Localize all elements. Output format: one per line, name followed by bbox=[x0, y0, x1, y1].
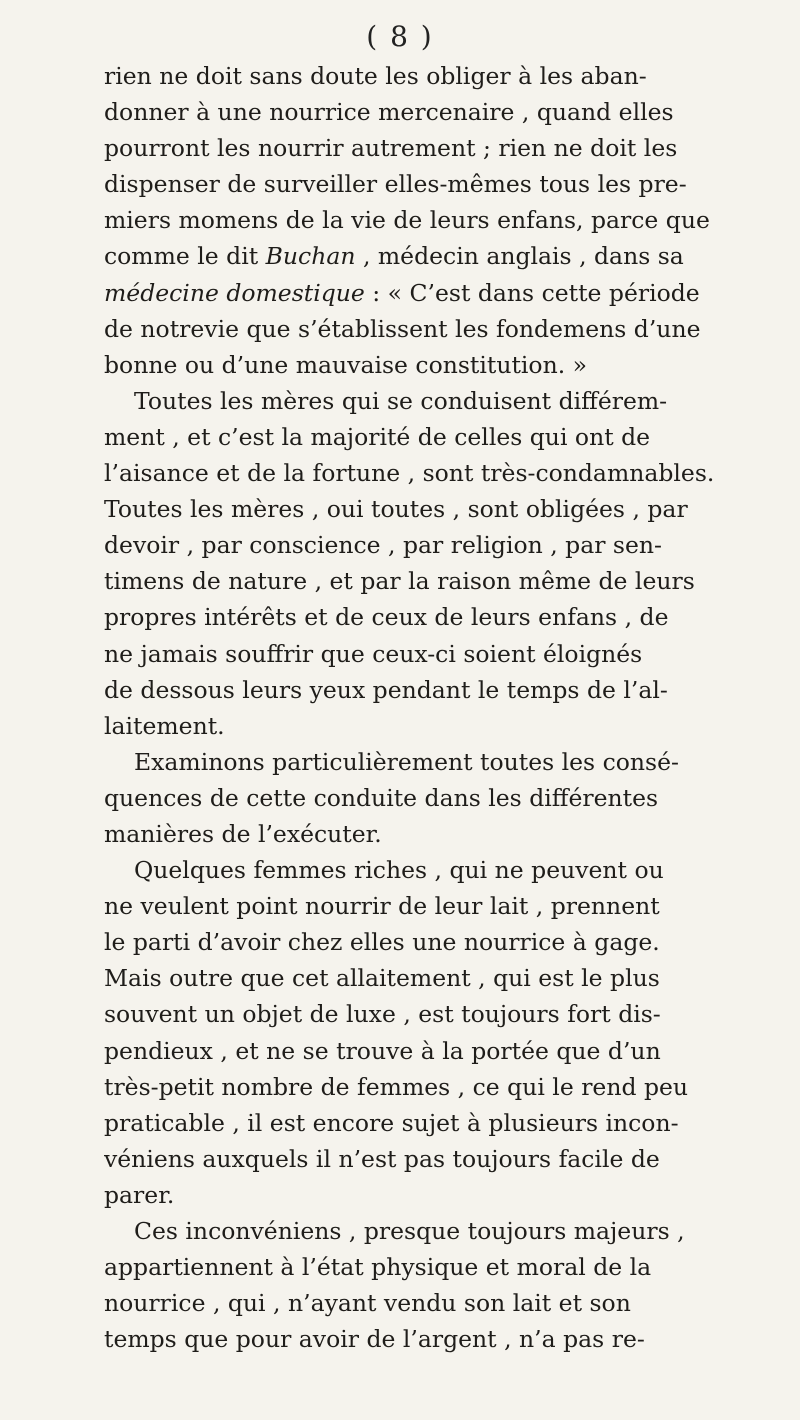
text-line: propres intérêts et de ceux de leurs enfans , de bbox=[104, 603, 669, 632]
text-segment: comme le dit bbox=[104, 242, 266, 271]
text-line: très-petit nombre de femmes , ce qui le rend peu bbox=[104, 1072, 689, 1101]
italic-citation: Buchan bbox=[265, 242, 356, 271]
text-line: parer. bbox=[104, 1180, 175, 1209]
text-line: de notrevie que s’établissent les fondemens d’une bbox=[104, 314, 701, 343]
text-line: le parti d’avoir chez elles une nourrice à gage. bbox=[104, 928, 660, 957]
text-line: ment , et c’est la majorité de celles qui ont de bbox=[104, 422, 651, 451]
text-line: quences de cette conduite dans les différentes bbox=[104, 783, 659, 812]
text-line: pendieux , et ne se trouve à la portée que d’un bbox=[104, 1036, 661, 1065]
text-line: Toutes les mères qui se conduisent différem- bbox=[134, 386, 668, 415]
text-line: Mais outre que cet allaitement , qui est le plus bbox=[104, 964, 660, 993]
text-line: donner à une nourrice mercenaire , quand elles bbox=[104, 98, 674, 127]
text-segment: : « C’est dans cette période bbox=[364, 278, 700, 307]
text-line: appartiennent à l’état physique et moral de la bbox=[104, 1253, 652, 1282]
text-line: miers momens de la vie de leurs enfans, parce que bbox=[104, 206, 710, 235]
text-line: nourrice , qui , n’ayant vendu son lait et son bbox=[104, 1289, 631, 1318]
text-segment: , médecin anglais , dans sa bbox=[355, 242, 684, 271]
text-line: devoir , par conscience , par religion , par sen- bbox=[104, 531, 662, 560]
text-line: praticable , il est encore sujet à plusieurs incon- bbox=[104, 1108, 679, 1137]
text-line bbox=[104, 238, 792, 274]
page-number: ( 8 ) bbox=[366, 20, 434, 53]
text-line: l’aisance et de la fortune , sont très-condamnables. bbox=[104, 459, 715, 488]
text-line: véniens auxquels il n’est pas toujours facile de bbox=[104, 1144, 660, 1173]
body-text bbox=[104, 58, 792, 1357]
text-line: souvent un objet de luxe , est toujours fort dis- bbox=[104, 1000, 661, 1029]
text-line bbox=[104, 275, 792, 311]
text-line: dispenser de surveiller elles-mêmes tous les pre- bbox=[104, 170, 687, 199]
text-line: ne jamais souffrir que ceux-ci soient éloignés bbox=[104, 639, 643, 668]
text-line: de dessous leurs yeux pendant le temps de l’al- bbox=[104, 675, 668, 704]
text-line: manières de l’exécuter. bbox=[104, 819, 382, 848]
text-line: Ces inconvéniens , presque toujours majeurs , bbox=[134, 1217, 685, 1245]
text-line: timens de nature , et par la raison même de leurs bbox=[104, 567, 695, 596]
italic-citation: médecine domestique bbox=[104, 278, 365, 307]
text-line: bonne ou d’une mauvaise constitution. » bbox=[104, 350, 588, 379]
text-line: ne veulent point nourrir de leur lait , prennent bbox=[104, 892, 660, 921]
text-line: rien ne doit sans doute les obliger à les aban- bbox=[104, 62, 647, 90]
text-line: pourront les nourrir autrement ; rien ne doit les bbox=[104, 134, 678, 163]
text-line: laitement. bbox=[104, 711, 225, 740]
text-line: temps que pour avoir de l’argent , n’a pas re- bbox=[104, 1325, 645, 1354]
text-line: Quelques femmes riches , qui ne peuvent ou bbox=[134, 856, 664, 885]
text-line: Toutes les mères , oui toutes , sont obligées , par bbox=[104, 495, 688, 524]
text-line: Examinons particulièrement toutes les consé- bbox=[134, 747, 679, 776]
